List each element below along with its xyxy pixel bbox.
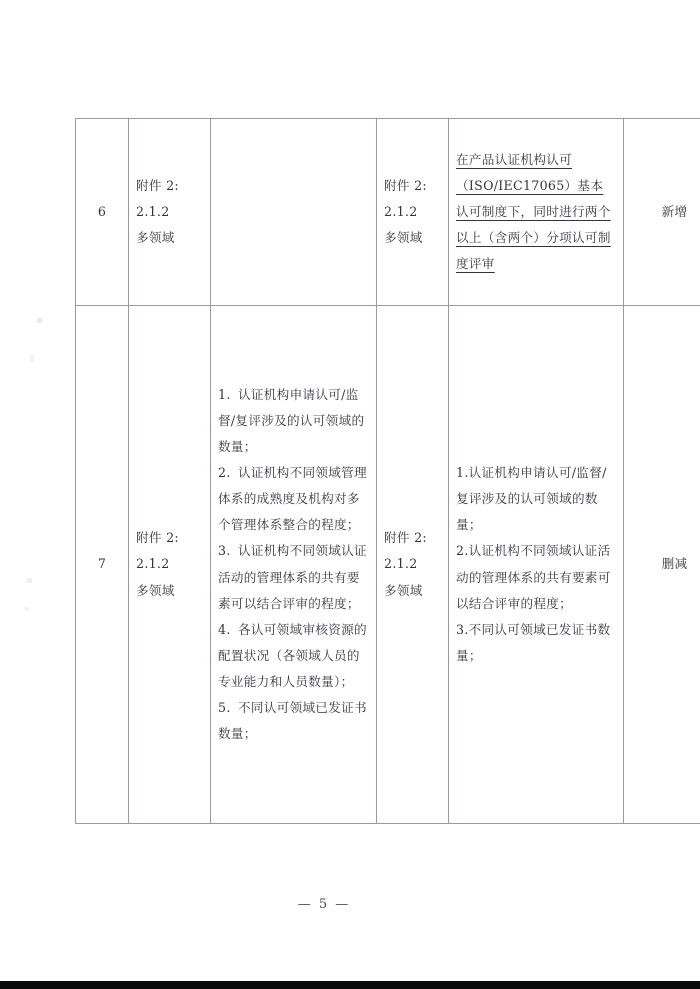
list-marker: 3.: [218, 543, 231, 559]
list-item-text: 认证机构不同领域认证活动的管理体系的共有要素可以结合评审的程度；: [218, 543, 367, 611]
revised-paragraph-text: 2.认证机构不同领域认证活动的管理体系的共有要素可以结合评审的程度；: [456, 543, 611, 611]
clause-ref-line: 2.1.2: [136, 203, 170, 219]
serial-number: 6: [97, 203, 107, 219]
clause-ref-line: 附件 2:: [384, 177, 427, 193]
change-type-label: 新增: [661, 203, 688, 219]
list-item: [218, 538, 369, 616]
list-item: [218, 382, 369, 460]
clause-ref-line: 附件 2:: [136, 177, 179, 193]
original-clause-reference-cell: [129, 306, 211, 824]
original-clause-reference-cell: [129, 119, 211, 306]
clause-ref-line: 2.1.2: [136, 556, 170, 572]
change-type-cell: [624, 306, 700, 824]
revision-comparison-table: [75, 118, 700, 824]
revised-text-cell: [449, 306, 624, 824]
table-row: [76, 119, 700, 306]
change-type-cell: [624, 119, 700, 306]
clause-ref-line: 多领域: [384, 582, 423, 598]
revised-clause-reference-cell: [377, 306, 449, 824]
clause-ref-line: 多领域: [136, 230, 175, 246]
scanner-edge-artifact: [0, 981, 700, 989]
clause-ref-line: 2.1.2: [384, 203, 418, 219]
change-type-label: 删减: [661, 556, 688, 572]
list-marker: 2.: [218, 465, 231, 481]
scan-speckle: [30, 355, 34, 362]
revised-paragraph: [456, 460, 616, 538]
list-item-text: 认证机构申请认可/监督/复评涉及的认可领域的数量；: [218, 387, 365, 455]
list-marker: 4.: [218, 621, 231, 637]
revised-paragraph: [456, 617, 616, 669]
scan-speckle: [25, 607, 29, 611]
revised-clause-reference-cell: [377, 119, 449, 306]
clause-ref-line: 多领域: [384, 230, 423, 246]
list-item-text: 认证机构不同领域管理体系的成熟度及机构对多个管理体系整合的程度；: [218, 465, 367, 533]
list-item-text: 各认可领域审核资源的配置状况（各领域人员的专业能力和人员数量）；: [218, 621, 367, 689]
clause-ref-line: 多领域: [136, 582, 175, 598]
scan-speckle: [37, 318, 42, 323]
table-row: [76, 306, 700, 824]
original-text-cell: [211, 119, 377, 306]
original-text-cell: [211, 306, 377, 824]
list-item: [218, 617, 369, 695]
list-marker: 5.: [218, 699, 231, 715]
clause-ref-line: 2.1.2: [384, 556, 418, 572]
serial-number-cell: [76, 119, 129, 306]
revised-paragraph-text: 3.不同认可领域已发证书数量；: [456, 621, 611, 663]
list-item-text: 不同认可领域已发证书数量；: [218, 699, 367, 741]
clause-ref-line: 附件 2:: [136, 530, 179, 546]
serial-number: 7: [97, 556, 107, 572]
page-number: — 5 —: [297, 897, 351, 912]
revised-paragraph: [456, 538, 616, 616]
scan-speckle: [27, 578, 32, 583]
revised-text-cell: [449, 119, 624, 306]
list-item: [218, 460, 369, 538]
revised-paragraph-text: 1.认证机构申请认可/监督/复评涉及的认可领域的数量；: [456, 465, 607, 533]
list-marker: 1.: [218, 387, 231, 403]
revised-paragraph: [456, 147, 616, 277]
revised-paragraph-text: 在产品认证机构认可（ISO/IEC17065）基本认可制度下，同时进行两个以上（含两个）分项认可制度评审: [456, 151, 611, 272]
list-item: [218, 695, 369, 747]
clause-ref-line: 附件 2:: [384, 530, 427, 546]
serial-number-cell: [76, 306, 129, 824]
